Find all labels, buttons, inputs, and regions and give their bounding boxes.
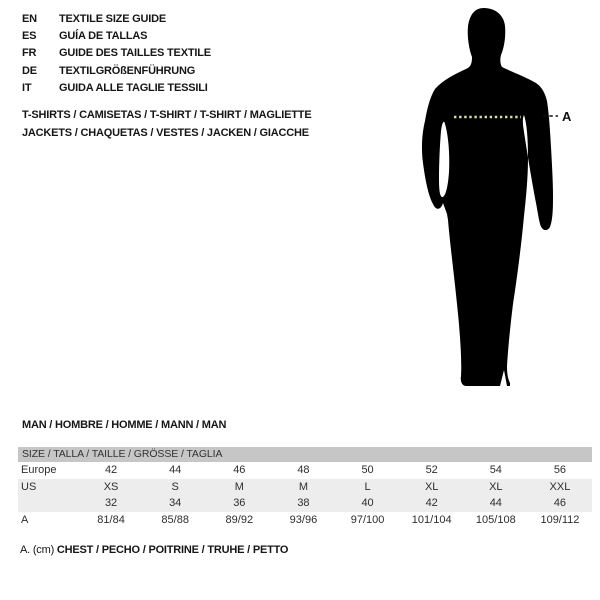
row-label: US — [21, 480, 37, 493]
language-code: DE — [22, 64, 37, 77]
table-cell: 52 — [425, 464, 438, 477]
table-cell: 42 — [104, 464, 118, 477]
category-line-jackets: JACKETS / CHAQUETAS / VESTES / JACKEN / GIACCHE — [22, 126, 309, 139]
row-label: Europe — [21, 464, 57, 477]
table-cell: 34 — [169, 497, 182, 510]
table-cell: 97/100 — [350, 513, 385, 526]
table-cell: 40 — [361, 497, 374, 510]
language-code: FR — [22, 47, 37, 60]
table-cell: 48 — [297, 464, 310, 477]
table-cell: 85/88 — [161, 513, 189, 526]
section-title-man: MAN / HOMBRE / HOMME / MANN / MAN — [22, 419, 227, 431]
size-table — [18, 447, 592, 528]
table-cell: XXL — [549, 480, 571, 493]
language-row — [22, 80, 211, 97]
footnote-chest — [20, 544, 288, 556]
language-code: EN — [22, 13, 37, 25]
table-row-a-chest — [18, 512, 592, 529]
table-cell: XL — [424, 480, 439, 493]
man-silhouette-svg — [400, 0, 600, 400]
language-label: GUÍA DE TALLAS — [59, 30, 148, 43]
table-cell: 81/84 — [97, 513, 125, 526]
table-cell: M — [234, 480, 244, 493]
table-cell: 105/108 — [475, 513, 516, 526]
category-list — [22, 107, 311, 142]
footnote-text: CHEST / PECHO / POITRINE / TRUHE / PETTO — [56, 544, 289, 556]
table-cell: 38 — [297, 497, 310, 510]
table-cell: XS — [103, 480, 119, 493]
table-cell: 89/92 — [225, 513, 254, 526]
language-code: IT — [22, 81, 32, 94]
language-label: TEXTILE SIZE GUIDE — [59, 13, 167, 25]
table-row-europe — [18, 462, 592, 479]
man-silhouette — [422, 8, 553, 386]
category-line-tshirts: T-SHIRTS / CAMISETAS / T-SHIRT / T-SHIRT / MAGLIETTE — [22, 109, 312, 121]
table-cell: 54 — [489, 464, 502, 477]
table-cell: 93/96 — [289, 513, 318, 526]
language-code: ES — [22, 30, 37, 43]
size-table-header: SIZE / TALLA / TAILLE / GRÖSSE / TAGLIA — [18, 447, 592, 462]
table-cell: XL — [489, 480, 503, 493]
size-figure — [400, 0, 600, 400]
language-label: TEXTILGRÖßENFÜHRUNG — [59, 64, 196, 77]
row-label: A — [21, 513, 29, 526]
language-label: GUIDA ALLE TAGLIE TESSILI — [59, 81, 208, 94]
table-cell: M — [298, 480, 309, 493]
language-row — [22, 63, 211, 80]
footnote-prefix: A. (cm) — [20, 544, 57, 556]
table-cell: 50 — [361, 464, 374, 477]
table-cell: 46 — [553, 497, 567, 510]
table-cell: S — [171, 480, 179, 493]
size-table-body — [18, 462, 592, 528]
table-row-numeric — [18, 495, 592, 512]
measure-label-a: A — [562, 109, 572, 124]
table-cell: 101/104 — [411, 513, 452, 526]
table-cell: 44 — [489, 497, 502, 510]
table-cell: 109/112 — [540, 513, 580, 526]
table-cell: 56 — [553, 464, 567, 477]
table-cell: 32 — [104, 497, 118, 510]
language-label: GUIDE DES TAILLES TEXTILE — [59, 47, 211, 60]
table-cell: 46 — [233, 464, 246, 477]
table-cell: 36 — [233, 497, 246, 510]
language-row — [22, 11, 211, 28]
table-row-us — [18, 479, 592, 496]
table-cell: L — [364, 480, 371, 493]
language-row — [22, 28, 211, 45]
table-cell: 42 — [425, 497, 438, 510]
table-cell: 44 — [169, 464, 182, 477]
language-list — [22, 11, 211, 97]
language-row — [22, 45, 211, 62]
